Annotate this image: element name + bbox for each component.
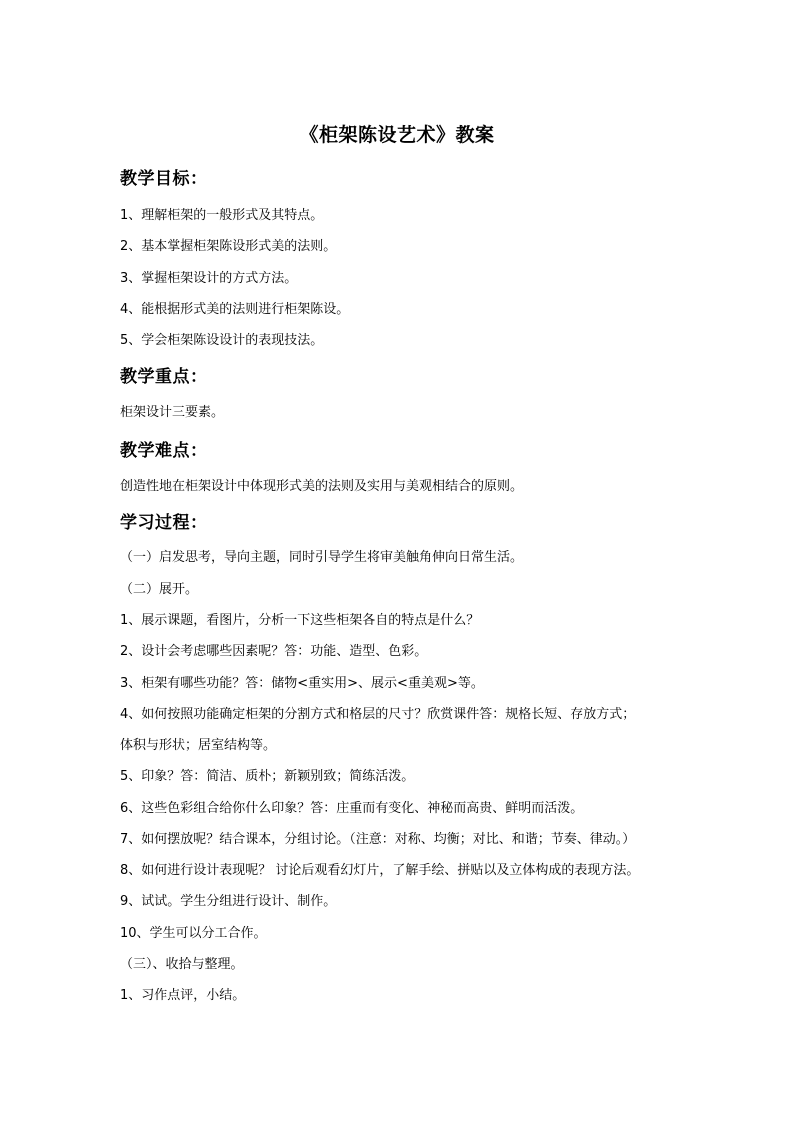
process-line: 6、这些色彩组合给你什么印象？答：庄重而有变化、神秘而高贵、鲜明而活泼。	[120, 801, 584, 816]
document-title: 《柜架陈设艺术》教案	[299, 124, 495, 146]
process-line: 7、如何摆放呢？结合课本，分组讨论。（注意：对称、均衡；对比、和谐；节奏、律动。）	[120, 832, 636, 847]
process-line: 9、试试。学生分组进行设计、制作。	[120, 894, 337, 909]
process-line: 3、柜架有哪些功能？答：储物<重实用>、展示<重美观>等。	[120, 676, 484, 691]
process-line: 2、设计会考虑哪些因素呢？答：功能、造型、色彩。	[120, 644, 428, 659]
process-line: 8、如何进行设计表现呢？ 讨论后观看幻灯片，了解手绘、拼贴以及立体构成的表现方法。	[120, 863, 640, 878]
process-line: 1、展示课题，看图片，分析一下这些柜架各自的特点是什么？	[120, 613, 480, 628]
process-line: （二）展开。	[120, 582, 199, 597]
process-line: （三）、收拾与整理。	[120, 957, 244, 972]
section-heading-objectives: 教学目标：	[120, 169, 208, 189]
section-heading-difficulties: 教学难点：	[120, 441, 208, 461]
key-point-line: 柜架设计三要素。	[120, 405, 225, 420]
process-line: （一）启发思考，导向主题，同时引导学生将审美触角伸向日常生活。	[120, 550, 524, 565]
process-line: 5、印象？答：简洁、质朴；新颖别致；简练活泼。	[120, 769, 415, 784]
difficulty-line: 创造性地在柜架设计中体现形式美的法则及实用与美观相结合的原则。	[120, 479, 524, 494]
process-line: 10、学生可以分工合作。	[120, 926, 267, 941]
objective-line: 2、基本掌握柜架陈设形式美的法则。	[120, 239, 337, 254]
objective-line: 4、能根据形式美的法则进行柜架陈设。	[120, 302, 350, 317]
process-line: 体积与形状；居室结构等。	[120, 738, 277, 753]
objective-line: 3、掌握柜架设计的方式方法。	[120, 271, 298, 286]
process-line: 1、习作点评，小结。	[120, 988, 246, 1003]
section-heading-process: 学习过程：	[120, 513, 208, 533]
process-line: 4、如何按照功能确定柜架的分割方式和格层的尺寸？欣赏课件答：规格长短、存放方式；	[120, 707, 636, 722]
section-heading-key-points: 教学重点：	[120, 367, 208, 387]
objective-line: 5、学会柜架陈设设计的表现技法。	[120, 333, 324, 348]
objective-line: 1、理解柜架的一般形式及其特点。	[120, 208, 324, 223]
